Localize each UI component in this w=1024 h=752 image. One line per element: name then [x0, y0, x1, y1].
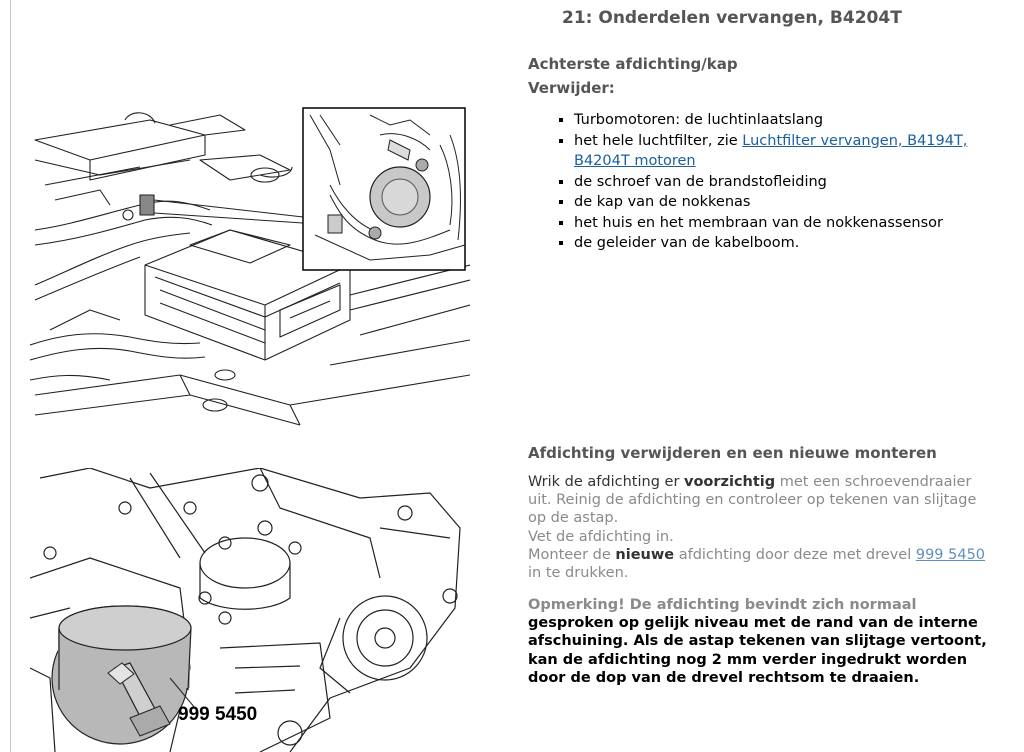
note-lead: Opmerking! De afdichting bevindt zich normaal — [528, 597, 917, 613]
para-text: afdichting door deze met drevel — [674, 546, 916, 563]
step-text: het huis en het membraan van de nokkenassensor — [574, 214, 943, 231]
engine-bay-illustration — [30, 105, 470, 435]
seal-tool-drawing — [30, 468, 470, 752]
seal-installation-illustration — [30, 468, 470, 752]
list-item — [574, 192, 1014, 213]
removal-steps-list — [556, 110, 1014, 254]
para-text: Wrik de afdichting er — [528, 474, 685, 490]
section-heading-replace-seal: Afdichting verwijderen en een nieuwe monteren — [528, 444, 937, 462]
list-item — [574, 172, 1014, 193]
note-text: gesproken op gelijk niveau met de rand van de interne afschuining. Als de astap tekenen van slijtage vertoont, kan de afdichting nog 2 mm verder ingedrukt worden door de dop van de drevel rechtsom te draaien. — [528, 615, 987, 686]
air-filter-link[interactable]: Luchtfilter vervangen, B4194T, B4204T motoren — [574, 132, 968, 169]
step-text: de geleider van de kabelboom. — [574, 235, 800, 251]
tool-number-label: 999 5450 — [178, 704, 258, 725]
section-heading-seal-cover: Achterste afdichting/kap — [528, 55, 738, 73]
remove-heading: Verwijder: — [528, 79, 615, 97]
list-item — [574, 110, 1014, 131]
drift-tool — [52, 606, 195, 744]
step-text: de kap van de nokkenas — [574, 194, 751, 210]
list-item — [574, 131, 1014, 172]
para-text: Monteer de — [528, 546, 616, 563]
page-title: 21: Onderdelen vervangen, B4204T — [562, 8, 902, 28]
para-emphasis-new: nieuwe — [615, 546, 675, 563]
para-emphasis-careful: voorzichtig — [684, 474, 776, 490]
tool-999-5450-link[interactable]: 999 5450 — [915, 546, 986, 563]
page-left-border — [10, 0, 11, 752]
step-text: Turbomotoren: de luchtinlaatslang — [574, 112, 824, 128]
para-text-grease: Vet de afdichting in. — [528, 528, 674, 545]
list-item — [574, 233, 1014, 254]
list-item — [574, 213, 1014, 234]
step-text: het hele luchtfilter, zie — [574, 132, 743, 149]
engine-bay-drawing — [30, 105, 470, 435]
step-text: de schroef van de brandstofleiding — [574, 173, 827, 190]
para-text: in te drukken. — [528, 565, 629, 582]
inset-detail-frame — [303, 108, 465, 270]
replace-seal-paragraph — [528, 473, 998, 582]
para-text: met een schroevendraaier uit. Reinig de afdichting en controleer op tekenen van slijtage op de astap. — [528, 474, 977, 527]
note-paragraph — [528, 596, 998, 687]
